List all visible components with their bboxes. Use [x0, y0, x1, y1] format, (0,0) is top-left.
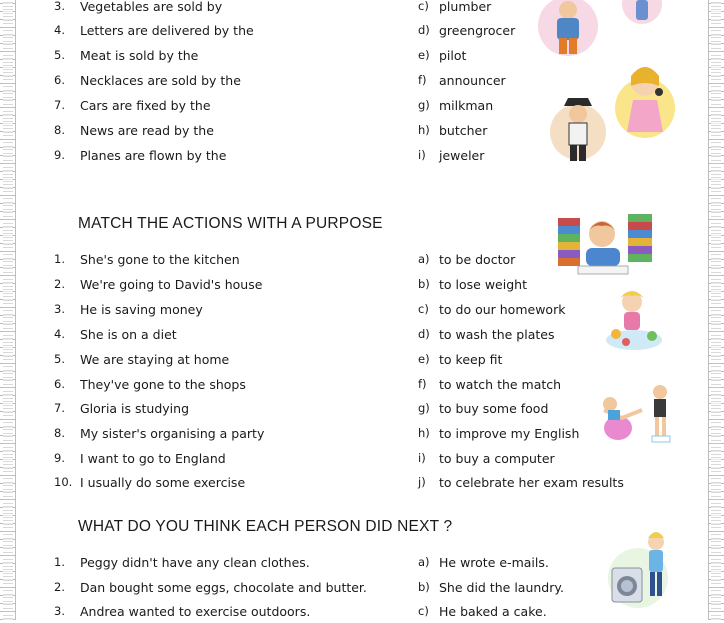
sentence-start: Planes are flown by the — [80, 148, 227, 163]
sentence-start: Peggy didn't have any clean clothes. — [80, 555, 310, 570]
option-text: jeweler — [439, 148, 485, 163]
option-text: plumber — [439, 0, 492, 14]
sentence-start: She is on a diet — [80, 327, 177, 342]
option-letter: e) — [418, 352, 430, 366]
announcer-illustration — [612, 56, 678, 148]
item-number: 8. — [54, 426, 65, 440]
exercise-row — [0, 448, 724, 470]
option-letter: f) — [418, 377, 427, 391]
option-text: to be doctor — [439, 252, 516, 267]
option-letter: h) — [418, 426, 430, 440]
sentence-start: Meat is sold by the — [80, 48, 199, 63]
item-number: 4. — [54, 23, 65, 37]
item-number: 9. — [54, 451, 65, 465]
option-text: He wrote e-mails. — [439, 555, 549, 570]
option-letter: e) — [418, 48, 430, 62]
item-number: 8. — [54, 123, 65, 137]
item-number: 3. — [54, 0, 65, 13]
item-number: 6. — [54, 73, 65, 87]
exercise-row — [0, 145, 724, 167]
sentence-start: Cars are fixed by the — [80, 98, 211, 113]
option-text: to wash the plates — [439, 327, 555, 342]
option-letter: b) — [418, 580, 430, 594]
option-text: to lose weight — [439, 277, 527, 292]
item-number: 1. — [54, 555, 65, 569]
exercising-girls-illustration — [592, 380, 678, 446]
item-number: 5. — [54, 352, 65, 366]
option-text: pilot — [439, 48, 467, 63]
option-letter: d) — [418, 23, 430, 37]
section-heading: WHAT DO YOU THINK EACH PERSON DID NEXT ? — [78, 518, 453, 535]
item-number: 10. — [54, 475, 73, 489]
option-letter: a) — [418, 555, 430, 569]
option-letter: f) — [418, 73, 427, 87]
option-letter: h) — [418, 123, 430, 137]
item-number: 1. — [54, 252, 65, 266]
section-heading: MATCH THE ACTIONS WITH A PURPOSE — [78, 215, 383, 232]
sentence-start: Necklaces are sold by the — [80, 73, 241, 88]
item-number: 9. — [54, 148, 65, 162]
option-letter: i) — [418, 451, 426, 465]
option-letter: g) — [418, 401, 430, 415]
option-text: greengrocer — [439, 23, 516, 38]
sentence-start: Vegetables are sold by — [80, 0, 223, 14]
option-text: to keep fit — [439, 352, 503, 367]
person-illustration — [612, 0, 672, 26]
plumber-illustration — [533, 0, 603, 56]
option-text: to celebrate her exam results — [439, 475, 624, 490]
sentence-start: They've gone to the shops — [80, 377, 246, 392]
option-letter: g) — [418, 98, 430, 112]
sentence-start: We're going to David's house — [80, 277, 263, 292]
girl-laundry-illustration — [604, 528, 674, 610]
item-number: 5. — [54, 48, 65, 62]
sentence-start: Dan bought some eggs, chocolate and butter. — [80, 580, 367, 595]
sentence-start: My sister's organising a party — [80, 426, 265, 441]
sentence-start: Gloria is studying — [80, 401, 190, 416]
option-letter: j) — [418, 475, 426, 489]
option-letter: d) — [418, 327, 430, 341]
sentence-start: Letters are delivered by the — [80, 23, 254, 38]
option-letter: c) — [418, 0, 429, 13]
option-text: to buy some food — [439, 401, 549, 416]
sentence-start: He is saving money — [80, 302, 203, 317]
item-number: 3. — [54, 604, 65, 618]
option-text: to do our homework — [439, 302, 566, 317]
exercise-row — [0, 472, 724, 494]
item-number: 7. — [54, 98, 65, 112]
item-number: 7. — [54, 401, 65, 415]
studying-boy-books-illustration — [556, 208, 656, 278]
sentence-start: I usually do some exercise — [80, 475, 246, 490]
option-text: He baked a cake. — [439, 604, 547, 619]
option-text: butcher — [439, 123, 488, 138]
option-letter: i) — [418, 148, 426, 162]
option-text: to improve my English — [439, 426, 580, 441]
sentence-start: I want to go to England — [80, 451, 226, 466]
item-number: 3. — [54, 302, 65, 316]
sentence-start: She's gone to the kitchen — [80, 252, 240, 267]
item-number: 4. — [54, 327, 65, 341]
option-text: to watch the match — [439, 377, 562, 392]
option-text: to buy a computer — [439, 451, 555, 466]
option-text: milkman — [439, 98, 494, 113]
girl-washing-plates-illustration — [602, 288, 668, 352]
option-text: She did the laundry. — [439, 580, 564, 595]
sentence-start: We are staying at home — [80, 352, 230, 367]
sentence-start: News are read by the — [80, 123, 214, 138]
option-text: announcer — [439, 73, 506, 88]
item-number: 6. — [54, 377, 65, 391]
option-letter: b) — [418, 277, 430, 291]
option-letter: c) — [418, 604, 429, 618]
option-letter: a) — [418, 252, 430, 266]
item-number: 2. — [54, 580, 65, 594]
item-number: 2. — [54, 277, 65, 291]
exercise-row — [0, 349, 724, 371]
option-letter: c) — [418, 302, 429, 316]
sentence-start: Andrea wanted to exercise outdoors. — [80, 604, 311, 619]
pilot-illustration — [548, 94, 608, 164]
